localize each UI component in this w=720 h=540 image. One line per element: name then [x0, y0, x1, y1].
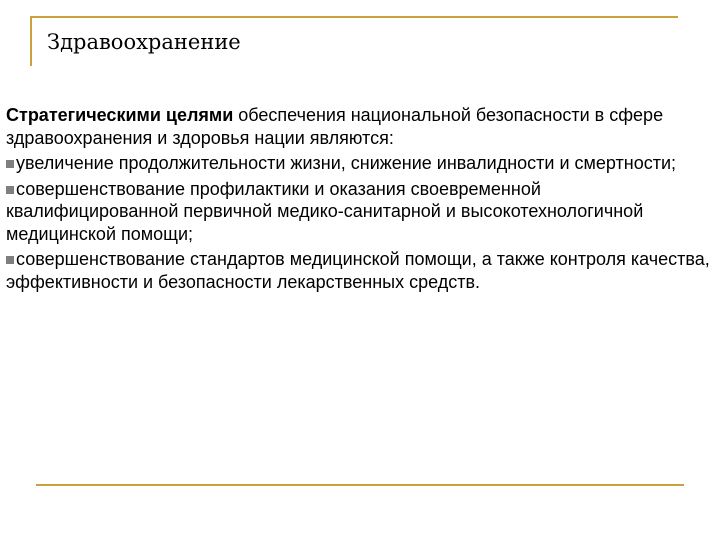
- intro-paragraph: [6, 104, 712, 149]
- intro-text: обеспечения национальной безопасности в сфере здравоохранения и здоровья нации являются:: [6, 105, 664, 148]
- slide-body: [6, 104, 712, 296]
- bullet-item: [6, 152, 712, 175]
- square-bullet-icon: [6, 186, 14, 194]
- slide-title: Здравоохранение: [47, 30, 241, 54]
- bullet-item: [6, 248, 712, 293]
- intro-bold-text: Стратегическими целями: [6, 105, 234, 125]
- bullet-text: совершенствование профилактики и оказания своевременной квалифицированной первичной медико-санитарной и высокотехнологичной медицинской помощи;: [6, 178, 644, 244]
- bullet-text: совершенствование стандартов медицинской помощи, а также контроля качества, эффективности и безопасности лекарственных средств.: [6, 249, 710, 292]
- square-bullet-icon: [6, 256, 14, 264]
- bottom-divider: [36, 484, 684, 486]
- bullet-item: [6, 178, 712, 246]
- square-bullet-icon: [6, 160, 14, 168]
- bullet-text: увеличение продолжительности жизни, снижение инвалидности и смертности;: [16, 153, 677, 173]
